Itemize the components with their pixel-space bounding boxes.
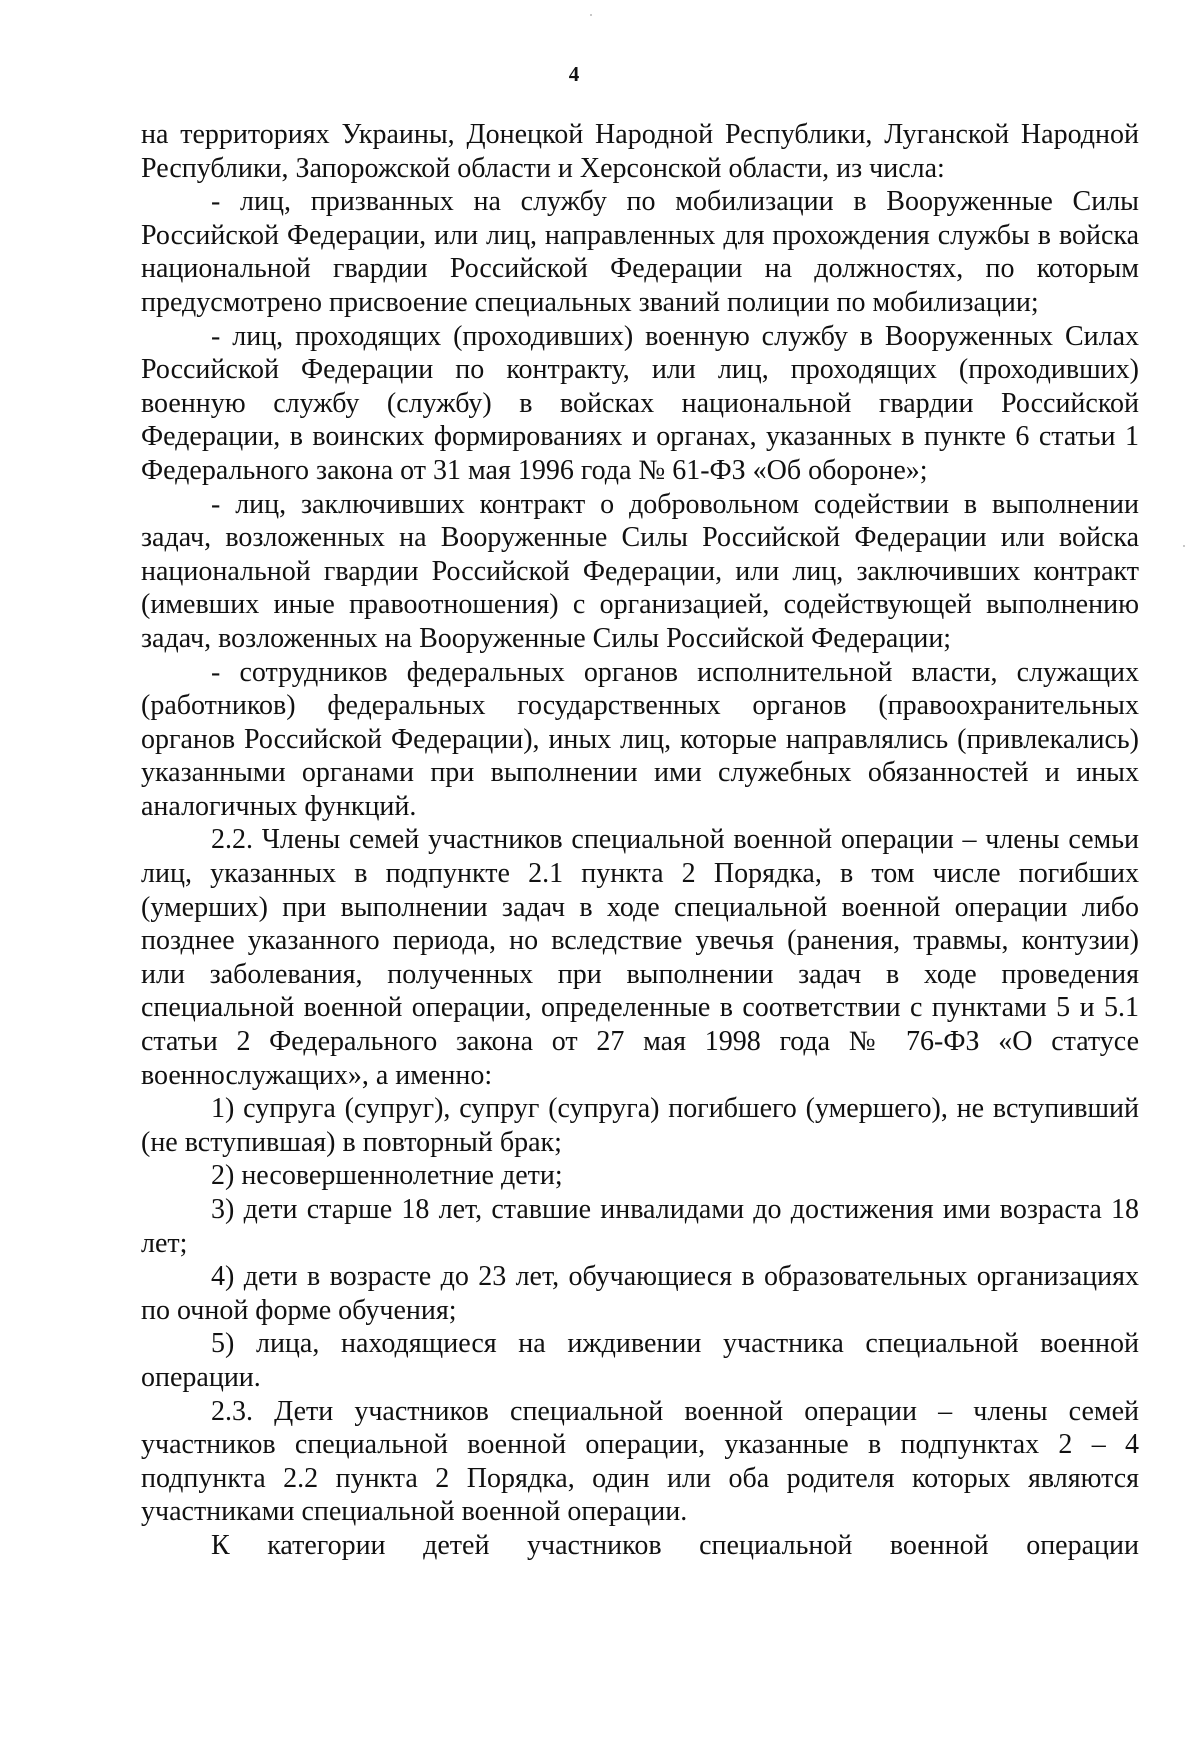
- list-item-minor-children: 2) несовершеннолетние дети;: [211, 1160, 563, 1192]
- list-item-disabled-children: 3) дети старше 18 лет, ставшие инвалидами до достижения ими возраста 18 лет;: [141, 1194, 1139, 1259]
- paragraph-2-3: 2.3. Дети участников специальной военной операции – члены семей участников специальной военной операции, указанные в подпунктах 2 – 4 подпункта 2.2 пункта 2 Порядка, один или оба родителя которых являются участниками специальной военной операции.: [141, 1395, 1139, 1528]
- list-item-students: 4) дети в возрасте до 23 лет, обучающиеся в образовательных организациях по очной форме обучения;: [141, 1261, 1139, 1326]
- list-item-contract-service: - лиц, проходящих (проходивших) военную службу в Вооруженных Силах Российской Федерации по контракту, или лиц, проходящих (проходивших) военную службу (службу) в войсках национальной гвардии Российской Федерации, в воинских формированиях и органах, указанных в пункте 6 статьи 1 Федерального закона от 31 мая 1996 года № 61-ФЗ «Об обороне»;: [141, 320, 1139, 486]
- document-body: [141, 118, 1139, 1563]
- paragraph-children-category: К категории детей участников специальной военной операции: [211, 1529, 1139, 1561]
- list-item-spouse: 1) супруга (супруг), супруг (супруга) погибшего (умершего), не вступивший (не вступившая) в повторный брак;: [141, 1093, 1139, 1158]
- scan-speck: [590, 14, 592, 16]
- scan-speck: [1183, 545, 1185, 547]
- list-item-dependents: 5) лица, находящиеся на иждивении участника специальной военной операции.: [141, 1328, 1139, 1393]
- paragraph-2-2: 2.2. Члены семей участников специальной военной операции – члены семьи лиц, указанных в подпункте 2.1 пункта 2 Порядка, в том числе погибших (умерших) при выполнении задач в ходе специальной военной операции либо позднее указанного периода, но вследствие увечья (ранения, травмы, контузии) или заболевания, полученных при выполнении задач в ходе проведения специальной военной операции, определенные в соответствии с пунктами 5 и 5.1 статьи 2 Федерального закона от 27 мая 1998 года № 76-ФЗ «О статусе военнослужащих», а именно:: [141, 824, 1139, 1091]
- list-item-mobilized: - лиц, призванных на службу по мобилизации в Вооруженные Силы Российской Федерации, или лиц, направленных для прохождения службы в войска национальной гвардии Российской Федерации на должностях, по которым предусмотрено присвоение специальных званий полиции по мобилизации;: [141, 186, 1139, 318]
- page-number: 4: [568, 62, 580, 86]
- list-item-federal-employees: - сотрудников федеральных органов исполнительной власти, служащих (работников) федеральных государственных органов (правоохранительных органов Российской Федерации), иных лиц, которые направлялись (привлекались) указанными органами при выполнении ими служебных обязанностей и иных аналогичных функций.: [141, 656, 1139, 822]
- list-item-volunteer-contract: - лиц, заключивших контракт о добровольном содействии в выполнении задач, возложенных на Вооруженные Силы Российской Федерации или войска национальной гвардии Российской Федерации, или лиц, заключивших контракт (имевших иные правоотношения) с организацией, содействующей выполнению задач, возложенных на Вооруженные Силы Российской Федерации;: [141, 488, 1139, 654]
- paragraph-continuation: на территориях Украины, Донецкой Народной Республики, Луганской Народной Республики, Запорожской области и Херсонской области, из числа:: [141, 119, 1139, 184]
